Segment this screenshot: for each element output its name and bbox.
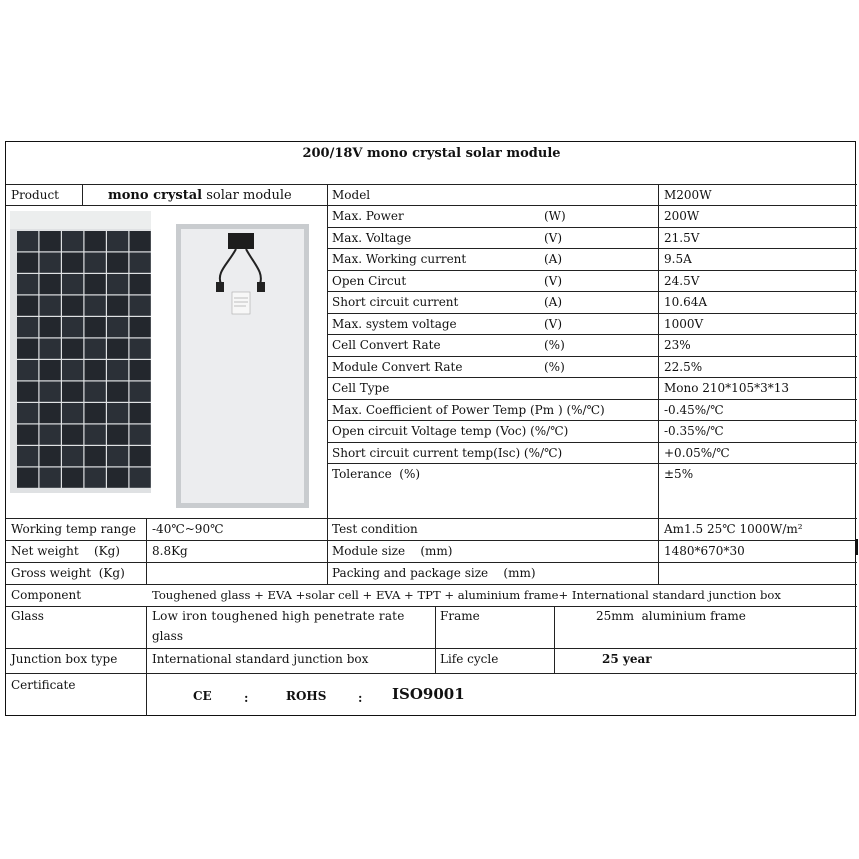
spec-value: 22.5% (664, 360, 703, 374)
solar-cell (17, 468, 38, 488)
test-condition-label: Test condition (332, 522, 418, 536)
cert-sep-2: : (358, 691, 363, 705)
spec-value: 10.64A (664, 295, 708, 309)
spec-name: Open circuit Voltage temp (Voc) (%/℃) (332, 424, 569, 438)
solar-cell (130, 425, 151, 445)
spec-value: Mono 210*105*3*13 (664, 381, 789, 395)
solar-cell (40, 403, 61, 423)
component-label: Component (11, 588, 82, 602)
solar-cell (62, 339, 83, 359)
solar-cell (130, 339, 151, 359)
product-label: Product (11, 188, 59, 202)
spec-name: Max. system voltage (332, 317, 457, 331)
certificate-label: Certificate (11, 678, 76, 692)
solar-cell (40, 425, 61, 445)
net-weight-value: 8.8Kg (152, 544, 188, 558)
spec-value: +0.05%/℃ (664, 446, 730, 460)
solar-cell (17, 446, 38, 466)
solar-cell (130, 468, 151, 488)
test-condition-value: Am1.5 25℃ 1000W/m² (664, 522, 803, 536)
solar-cell (17, 317, 38, 337)
solar-cell (40, 339, 61, 359)
spec-name: Short circuit current (332, 295, 459, 309)
cert-ce: CE (193, 689, 212, 703)
spec-name: Module Convert Rate (332, 360, 463, 374)
solar-cell (17, 253, 38, 273)
solar-cell (85, 403, 106, 423)
solar-cell (107, 425, 128, 445)
glass-label: Glass (11, 609, 44, 623)
solar-cell (40, 360, 61, 380)
glass-value-line1: Low iron toughened high penetrate rate (152, 609, 405, 623)
solar-cell (40, 382, 61, 402)
spec-unit: (A) (544, 295, 563, 309)
solar-cell (107, 382, 128, 402)
solar-cell (62, 360, 83, 380)
solar-cell (107, 296, 128, 316)
solar-cell (62, 468, 83, 488)
solar-cell (130, 274, 151, 294)
frame-value: 25mm aluminium frame (596, 609, 746, 623)
spec-value: 200W (664, 209, 700, 223)
solar-cell (62, 296, 83, 316)
spec-name: Short circuit current temp(Isc) (%/℃) (332, 446, 563, 460)
spec-name: Cell Convert Rate (332, 338, 441, 352)
spec-unit: (A) (544, 252, 563, 266)
spec-value: 23% (664, 338, 691, 352)
solar-cell (85, 468, 106, 488)
solar-cell (62, 382, 83, 402)
working-temp-value: -40℃~90℃ (152, 522, 224, 536)
solar-cell (40, 231, 61, 251)
spec-value: -0.35%/℃ (664, 424, 724, 438)
edge-marker (855, 539, 858, 555)
solar-cell (17, 296, 38, 316)
solar-cell (62, 253, 83, 273)
solar-cell (40, 253, 61, 273)
solar-cell (85, 446, 106, 466)
frame-label: Frame (440, 609, 480, 623)
solar-cell (130, 253, 151, 273)
solar-cell (85, 360, 106, 380)
solar-cell (62, 231, 83, 251)
solar-cell (107, 360, 128, 380)
solar-cell (17, 231, 38, 251)
product-value-bold: mono crystal (108, 188, 203, 203)
solar-cell (130, 360, 151, 380)
solar-cell (40, 446, 61, 466)
module-size-value: 1480*670*30 (664, 544, 745, 558)
solar-cell (107, 403, 128, 423)
solar-cell (107, 231, 128, 251)
solar-cell (107, 446, 128, 466)
spec-name: Open Circut (332, 274, 407, 288)
sheet-title: 200/18V mono crystal solar module (302, 146, 561, 161)
solar-cell (40, 317, 61, 337)
solar-cell (107, 253, 128, 273)
glass-value-line2: glass (152, 629, 183, 643)
model-label: Model (332, 188, 371, 202)
solar-cell (17, 382, 38, 402)
cert-iso: ISO9001 (392, 685, 465, 703)
solar-cell (62, 317, 83, 337)
component-value: Toughened glass + EVA +solar cell + EVA + TPT + aluminium frame+ International standard junction box (152, 588, 781, 602)
solar-cell (85, 296, 106, 316)
spec-value: 21.5V (664, 231, 700, 245)
solar-cell (130, 382, 151, 402)
spec-name: Cell Type (332, 381, 390, 395)
solar-cell (62, 425, 83, 445)
working-temp-label: Working temp range (11, 522, 137, 536)
panel-back-photo (176, 224, 309, 508)
net-weight-label: Net weight (Kg) (11, 544, 120, 558)
solar-cell (107, 317, 128, 337)
spec-name: Max. Coefficient of Power Temp (Pm ) (%/℃) (332, 403, 605, 417)
spec-unit: (W) (544, 209, 566, 223)
solar-cell (62, 274, 83, 294)
spec-name: Max. Voltage (332, 231, 412, 245)
solar-cell (85, 425, 106, 445)
solar-cell (85, 317, 106, 337)
spec-unit: (V) (544, 317, 563, 331)
product-value-rest: solar module (206, 188, 292, 203)
solar-cell (17, 360, 38, 380)
spec-value: 24.5V (664, 274, 700, 288)
spec-value: 9.5A (664, 252, 692, 266)
solar-cell (85, 253, 106, 273)
spec-name: Tolerance (%) (332, 467, 421, 481)
solar-cell (85, 382, 106, 402)
solar-cell (107, 468, 128, 488)
cert-sep-1: : (244, 691, 249, 705)
solar-cell (130, 317, 151, 337)
solar-cell (130, 296, 151, 316)
spec-unit: (%) (544, 338, 565, 352)
spec-unit: (V) (544, 274, 563, 288)
solar-cell (40, 296, 61, 316)
solar-cell (107, 339, 128, 359)
solar-cell (85, 274, 106, 294)
solar-cell (130, 403, 151, 423)
cert-rohs: ROHS (286, 689, 327, 703)
spec-sheet (5, 141, 856, 716)
life-cycle-label: Life cycle (440, 652, 499, 666)
solar-cell (17, 425, 38, 445)
packing-label: Packing and package size (mm) (332, 566, 536, 580)
spec-value: 1000V (664, 317, 704, 331)
panel-front-photo (10, 211, 151, 493)
junction-box-label: Junction box type (11, 652, 118, 666)
solar-cell (85, 231, 106, 251)
model-value: M200W (664, 188, 712, 202)
solar-cell (17, 274, 38, 294)
spec-name: Max. Power (332, 209, 404, 223)
spec-value: ±5% (664, 467, 694, 481)
junction-box-value: International standard junction box (152, 652, 369, 666)
solar-cell (62, 446, 83, 466)
solar-cell (107, 274, 128, 294)
solar-cell (40, 274, 61, 294)
life-cycle-value: 25 year (602, 652, 652, 666)
module-size-label: Module size (mm) (332, 544, 453, 558)
solar-cell (17, 339, 38, 359)
solar-cell (62, 403, 83, 423)
solar-cell (40, 468, 61, 488)
solar-cell (85, 339, 106, 359)
spec-unit: (V) (544, 231, 563, 245)
spec-value: -0.45%/℃ (664, 403, 724, 417)
gross-weight-label: Gross weight (Kg) (11, 566, 125, 580)
spec-name: Max. Working current (332, 252, 467, 266)
solar-cell (130, 446, 151, 466)
solar-cell (17, 403, 38, 423)
spec-unit: (%) (544, 360, 565, 374)
solar-cell (130, 231, 151, 251)
